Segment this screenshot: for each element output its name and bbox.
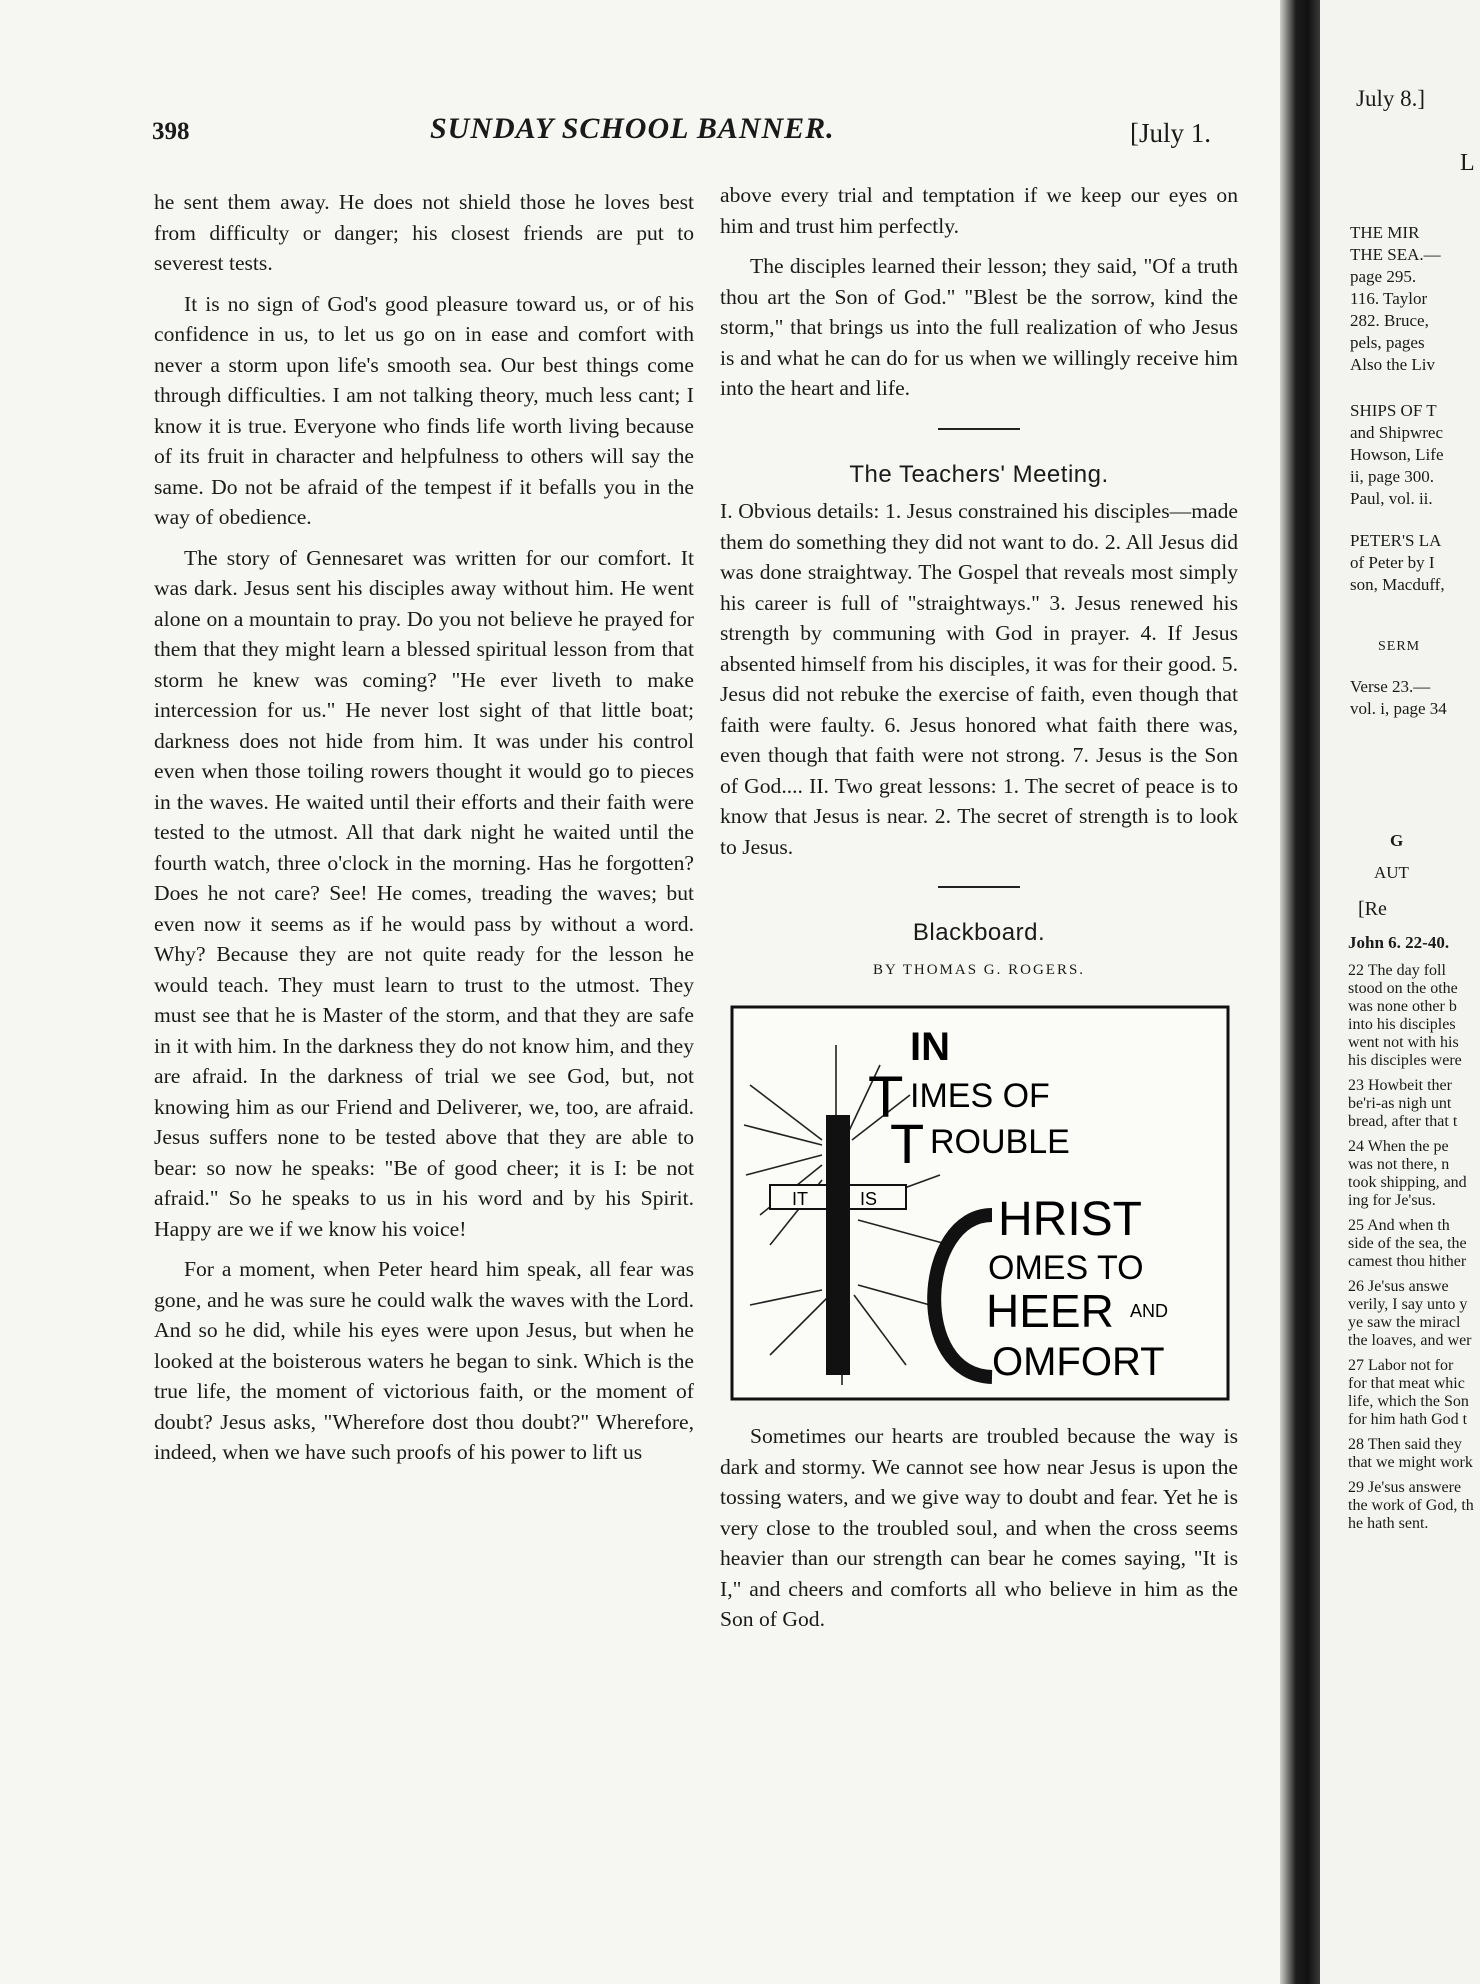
middle-column	[720, 180, 1238, 1645]
right-page-re: [Re	[1358, 898, 1387, 920]
right-page-lines	[1350, 400, 1480, 510]
line: pels, pages	[1350, 333, 1425, 352]
paragraph: he sent them away. He does not shield those he loves best from difficulty or danger; his closest friends are put to severest tests.	[154, 190, 694, 275]
right-page-ref: John 6. 22-40.	[1348, 933, 1450, 952]
verse-line: was none other b	[1348, 998, 1457, 1015]
verse-line: 25 And when th	[1348, 1217, 1450, 1234]
board-t-initial: T	[868, 1065, 904, 1130]
board-t-initial-2: T	[890, 1112, 925, 1175]
board-times: IMES OF	[910, 1077, 1050, 1115]
verse-line: verily, I say unto y	[1348, 1296, 1468, 1313]
verse-line: life, which the Son	[1348, 1393, 1469, 1410]
verse-line: 22 The day foll	[1348, 962, 1446, 979]
board-it: IT	[792, 1189, 808, 1209]
right-page-heading: L	[1460, 150, 1477, 176]
line: ii, page 300.	[1350, 467, 1435, 486]
running-title: SUNDAY SCHOOL BANNER.	[430, 112, 835, 145]
board-and: AND	[1130, 1301, 1169, 1321]
section-divider	[938, 428, 1020, 430]
verse-line: 28 Then said they	[1348, 1436, 1462, 1453]
verse-line: for him hath God t	[1348, 1411, 1468, 1428]
section-divider	[938, 886, 1020, 888]
blackboard-title: Blackboard.	[912, 919, 1046, 946]
right-page-serm: SERM	[1378, 639, 1421, 654]
board-hrist: HRIST	[998, 1193, 1142, 1246]
verse-line: ing for Je'sus.	[1348, 1192, 1436, 1209]
verse-line: side of the sea, the	[1348, 1235, 1467, 1252]
line: Verse 23.—	[1350, 677, 1431, 696]
verse-line: camest thou hither	[1348, 1253, 1467, 1270]
verse-line: he hath sent.	[1348, 1515, 1429, 1532]
paragraph: above every trial and temptation if we keep our eyes on him and trust him perfectly.	[720, 183, 1238, 238]
verse-line: into his disciples	[1348, 1016, 1456, 1033]
book-gutter	[1280, 0, 1320, 1984]
board-trouble: ROUBLE	[930, 1123, 1070, 1161]
paragraph: The disciples learned their lesson; they said, "Of a truth thou art the Son of God." "Blest be the sorrow, kind the storm," that brings us into the full realization of who Jesus is and what he can do for us when we willingly receive him into the heart and life.	[720, 254, 1238, 400]
line: vol. i, page 34	[1350, 699, 1447, 718]
verse-line: 27 Labor not for	[1348, 1357, 1454, 1374]
right-page-lines	[1350, 222, 1480, 376]
right-page-aut: AUT	[1374, 863, 1409, 882]
teachers-meeting-title: The Teachers' Meeting.	[849, 460, 1109, 488]
line: and Shipwrec	[1350, 423, 1444, 442]
line: SHIPS OF T	[1350, 401, 1437, 420]
verse-line: bread, after that t	[1348, 1113, 1458, 1130]
teachers-meeting-text: I. Obvious details: 1. Jesus constrained his disciples—made them do something they did not want to do. 2. All Jesus did was done straightway. The Gospel that reveals most simply his career is full of "straightways." 3. Jesus renewed his strength by communing with God in prayer. 4. If Jesus absented himself from his disciples, it was for their good. 5. Jesus did not rebuke the exercise of faith, even though that faith were faulty. 6. Jesus honored what faith there was, even though that faith were not strong. 7. Jesus is the Son of God.... II. Two great lessons: 1. The secret of peace is to know that Jesus is near. 2. The secret of strength is to look to Jesus.	[720, 499, 1238, 859]
line: THE SEA.—	[1350, 245, 1441, 264]
verse-line: 29 Je'sus answere	[1348, 1479, 1462, 1496]
line: THE MIR	[1350, 223, 1420, 242]
verse-line: was not there, n	[1348, 1156, 1450, 1173]
right-page-date: July 8.]	[1356, 86, 1425, 111]
left-column	[154, 187, 694, 1478]
blackboard-closing: Sometimes our hearts are troubled because the way is dark and stormy. We cannot see how near Jesus is upon the tossing waters, and we give way to doubt and fear. Yet he is very close to the troubled soul, and when the cross seems heavier than our strength can bear he comes saying, "It is I," and cheers and comforts all who believe in him as the Son of God.	[720, 1424, 1238, 1631]
verse-line: ye saw the miracl	[1348, 1314, 1461, 1331]
line: Paul, vol. ii.	[1350, 489, 1433, 508]
line: son, Macduff,	[1350, 575, 1445, 594]
verse-line: that we might work	[1348, 1454, 1473, 1471]
paragraph: It is no sign of God's good pleasure toward us, or of his confidence in us, to let us go on in ease and comfort with never a storm upon life's smooth sea. Our best things come through difficulties. I am not talking theory, much less cant; I know it is true. Everyone who finds life worth living because of its fruit in character and helpfulness to others will say the same. Do not be afraid of the tempest if it befalls you in the way of obedience.	[154, 291, 694, 529]
verse-line: stood on the othe	[1348, 980, 1458, 997]
verse-line: 26 Je'sus answe	[1348, 1278, 1449, 1295]
right-page-go: G	[1390, 831, 1404, 850]
verse-line: the work of God, th	[1348, 1497, 1474, 1514]
board-omes-to: OMES TO	[988, 1249, 1144, 1287]
verse-line: 23 Howbeit ther	[1348, 1077, 1452, 1094]
board-in: IN	[910, 1025, 950, 1069]
verse-line: his disciples were	[1348, 1052, 1462, 1069]
right-page-lines	[1350, 676, 1480, 720]
board-is: IS	[860, 1189, 878, 1209]
blackboard-byline: BY THOMAS G. ROGERS.	[872, 961, 1086, 978]
board-heer: HEER	[986, 1285, 1114, 1337]
line: 116. Taylor	[1350, 289, 1428, 308]
right-page-fragment	[1320, 0, 1480, 1984]
line: Also the Liv	[1350, 355, 1435, 374]
page-number: 398	[152, 118, 190, 145]
line: Howson, Life	[1350, 445, 1444, 464]
line: page 295.	[1350, 267, 1417, 286]
blackboard-illustration	[730, 1005, 1230, 1401]
board-omfort: OMFORT	[992, 1340, 1165, 1384]
verse-line: took shipping, and	[1348, 1174, 1467, 1191]
line: of Peter by I	[1350, 553, 1435, 572]
verse-line: for that meat whic	[1348, 1375, 1465, 1392]
verse-line: be'ri-as nigh unt	[1348, 1095, 1452, 1112]
verse-line: went not with his	[1348, 1034, 1459, 1051]
paragraph: For a moment, when Peter heard him speak, all fear was gone, and he was sure he could walk the waves with the Lord. And so he did, while his eyes were upon Jesus, but when he looked at the boisterous waters he began to sink. Which is the true life, the moment of victorious faith, or the moment of doubt? Jesus asks, "Wherefore dost thou doubt?" Wherefore, indeed, when we have such proofs of his power to lift us	[154, 1257, 694, 1464]
verse-line: 24 When the pe	[1348, 1138, 1449, 1155]
right-page-verses	[1348, 962, 1480, 1533]
paragraph: The story of Gennesaret was written for our comfort. It was dark. Jesus sent his disciples away without him. He went alone on a mountain to pray. Do you not believe he prayed for them that they might learn a blessed spiritual lesson from that storm he knew was coming? "He ever liveth to make intercession for us." He never lost sight of that little boat; darkness does not hide from him. It was under his control even when those toiling rowers thought it would go to pieces in the waves. He waited until their efforts and their faith were tested to the utmost. All that dark night he waited until the fourth watch, three o'clock in the morning. Has he forgotten? Does he not care? See! He comes, treading the waves; but even now it seems as if he would pass by without a word. Why? Because they are not quite ready for the lesson he would teach. They must learn to trust to the utmost. They must see that he is Master of the storm, and that they are safe in it with him. In the darkness they do not know him, and they are afraid. In the darkness of trial we see God, but, not knowing him as our Friend and Deliverer, we, too, are afraid. Jesus suffers none to be tested above that they are able to bear: so now he speaks: "Be of good cheer; it is I: be not afraid." So he speaks to us in his word and by his Spirit. Happy are we if we know his voice!	[154, 545, 694, 1241]
line: PETER'S LA	[1350, 531, 1442, 550]
line: 282. Bruce,	[1350, 311, 1429, 330]
running-date: [July 1.	[1130, 118, 1211, 148]
verse-line: the loaves, and wer	[1348, 1332, 1472, 1349]
right-page-lines	[1350, 530, 1480, 596]
